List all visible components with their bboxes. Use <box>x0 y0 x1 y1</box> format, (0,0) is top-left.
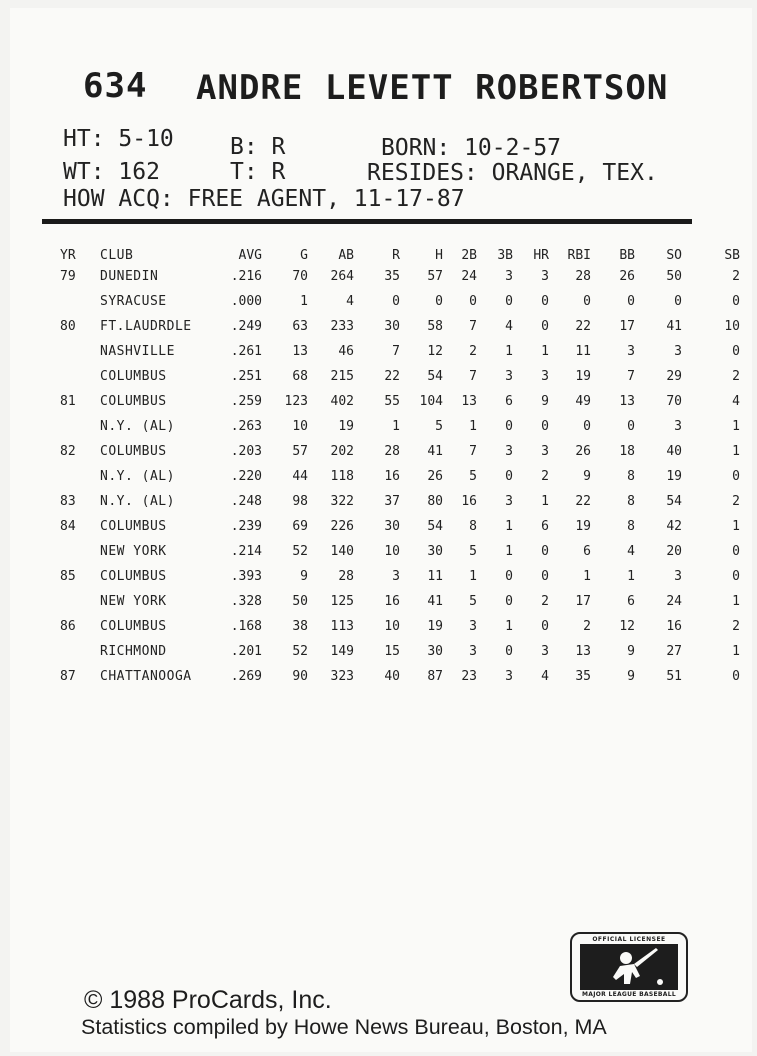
stats-cell-sb: 1 <box>732 594 740 609</box>
stats-cell-hr: 0 <box>541 544 549 559</box>
stats-cell-rbi: 0 <box>583 419 591 434</box>
stats-cell-r: 15 <box>384 644 400 659</box>
stats-cell-so: 50 <box>666 269 682 284</box>
stats-cell-bb: 13 <box>619 394 635 409</box>
stats-cell-hr: 4 <box>541 669 549 684</box>
stats-cell-2b: 23 <box>461 669 477 684</box>
stats-cell-ab: 46 <box>338 344 354 359</box>
stats-cell-rbi: 26 <box>575 444 591 459</box>
stats-cell-avg: .269 <box>230 669 262 684</box>
stats-cell-ab: 140 <box>330 544 354 559</box>
stats-row <box>60 639 740 664</box>
stats-header-yr: YR <box>60 247 76 263</box>
stats-cell-ab: 226 <box>330 519 354 534</box>
stats-cell-bb: 0 <box>627 419 635 434</box>
stats-cell-hr: 0 <box>541 419 549 434</box>
stats-cell-h: 41 <box>427 444 443 459</box>
stats-cell-2b: 1 <box>469 419 477 434</box>
stats-cell-3b: 0 <box>505 294 513 309</box>
stats-cell-bb: 6 <box>627 594 635 609</box>
stats-cell-yr: 82 <box>60 444 76 459</box>
stats-cell-sb: 1 <box>732 444 740 459</box>
stats-cell-g: 69 <box>292 519 308 534</box>
stats-cell-hr: 2 <box>541 594 549 609</box>
stats-cell-h: 87 <box>427 669 443 684</box>
stats-cell-r: 16 <box>384 594 400 609</box>
stats-cell-bb: 17 <box>619 319 635 334</box>
stats-cell-so: 70 <box>666 394 682 409</box>
stats-cell-2b: 16 <box>461 494 477 509</box>
stats-cell-rbi: 28 <box>575 269 591 284</box>
stats-cell-sb: 0 <box>732 569 740 584</box>
stats-cell-h: 54 <box>427 519 443 534</box>
stats-cell-g: 38 <box>292 619 308 634</box>
stats-cell-yr: 85 <box>60 569 76 584</box>
stats-cell-hr: 3 <box>541 269 549 284</box>
stats-cell-3b: 0 <box>505 594 513 609</box>
stats-cell-r: 28 <box>384 444 400 459</box>
bio-height: HT: 5-10 <box>63 126 174 152</box>
bio-throws: T: R <box>230 159 286 185</box>
stats-cell-2b: 3 <box>469 619 477 634</box>
stats-cell-h: 26 <box>427 469 443 484</box>
stats-cell-hr: 0 <box>541 319 549 334</box>
stats-cell-so: 24 <box>666 594 682 609</box>
stats-cell-ab: 233 <box>330 319 354 334</box>
stats-cell-3b: 4 <box>505 319 513 334</box>
stats-header-avg: AVG <box>238 247 262 263</box>
stats-cell-yr: 83 <box>60 494 76 509</box>
stats-cell-avg: .216 <box>230 269 262 284</box>
stats-cell-h: 11 <box>427 569 443 584</box>
mlb-licensee-logo <box>570 932 688 1002</box>
logo-bottom-text: MAJOR LEAGUE BASEBALL <box>581 991 676 998</box>
stats-cell-rbi: 11 <box>575 344 591 359</box>
logo-top-text: OFFICIAL LICENSEE <box>592 936 666 943</box>
stats-cell-bb: 4 <box>627 544 635 559</box>
card-number: 634 <box>83 66 148 106</box>
stats-row <box>60 464 740 489</box>
stats-cell-g: 52 <box>292 544 308 559</box>
stats-cell-hr: 3 <box>541 444 549 459</box>
stats-cell-bb: 9 <box>627 669 635 684</box>
stats-cell-avg: .251 <box>230 369 262 384</box>
stats-header-club: CLUB <box>100 247 134 263</box>
stats-cell-club: COLUMBUS <box>100 519 167 534</box>
stats-cell-g: 44 <box>292 469 308 484</box>
stats-cell-avg: .261 <box>230 344 262 359</box>
copyright-notice: © 1988 ProCards, Inc. <box>84 986 332 1014</box>
stats-row <box>60 389 740 414</box>
stats-header-2b: 2B <box>461 247 477 263</box>
stats-header-r: R <box>392 247 400 263</box>
stats-row <box>60 364 740 389</box>
stats-cell-r: 30 <box>384 519 400 534</box>
stats-cell-2b: 24 <box>461 269 477 284</box>
stats-cell-rbi: 49 <box>575 394 591 409</box>
stats-cell-ab: 113 <box>330 619 354 634</box>
stats-cell-yr <box>60 414 100 439</box>
stats-cell-sb: 10 <box>724 319 740 334</box>
stats-cell-2b: 5 <box>469 594 477 609</box>
stats-cell-ab: 215 <box>330 369 354 384</box>
stats-cell-rbi: 2 <box>583 619 591 634</box>
stats-cell-sb: 2 <box>732 369 740 384</box>
stats-cell-so: 0 <box>674 294 682 309</box>
stats-cell-2b: 5 <box>469 469 477 484</box>
stats-cell-2b: 8 <box>469 519 477 534</box>
stats-cell-r: 7 <box>392 344 400 359</box>
stats-cell-sb: 0 <box>732 669 740 684</box>
stats-cell-ab: 323 <box>330 669 354 684</box>
stats-cell-2b: 13 <box>461 394 477 409</box>
stats-cell-h: 5 <box>435 419 443 434</box>
stats-cell-g: 98 <box>292 494 308 509</box>
stats-cell-h: 0 <box>435 294 443 309</box>
stats-cell-bb: 3 <box>627 344 635 359</box>
stats-cell-2b: 5 <box>469 544 477 559</box>
stats-cell-h: 19 <box>427 619 443 634</box>
stats-cell-rbi: 19 <box>575 369 591 384</box>
stats-cell-g: 70 <box>292 269 308 284</box>
stats-cell-3b: 1 <box>505 544 513 559</box>
stats-cell-club: DUNEDIN <box>100 269 159 284</box>
stats-cell-club: N.Y. (AL) <box>100 494 175 509</box>
stats-cell-ab: 322 <box>330 494 354 509</box>
stats-cell-sb: 2 <box>732 269 740 284</box>
stats-cell-h: 80 <box>427 494 443 509</box>
stats-cell-hr: 0 <box>541 569 549 584</box>
stats-cell-ab: 4 <box>346 294 354 309</box>
stats-cell-avg: .214 <box>230 544 262 559</box>
stats-cell-sb: 0 <box>732 544 740 559</box>
stats-cell-club: SYRACUSE <box>100 294 167 309</box>
stats-cell-yr <box>60 339 100 364</box>
stats-cell-so: 3 <box>674 344 682 359</box>
stats-cell-yr <box>60 464 100 489</box>
stats-cell-3b: 0 <box>505 469 513 484</box>
stats-cell-ab: 28 <box>338 569 354 584</box>
stats-cell-ab: 264 <box>330 269 354 284</box>
stats-cell-g: 63 <box>292 319 308 334</box>
stats-cell-sb: 0 <box>732 469 740 484</box>
stats-cell-so: 29 <box>666 369 682 384</box>
stats-cell-so: 20 <box>666 544 682 559</box>
header-divider <box>42 219 692 224</box>
stats-row <box>60 339 740 364</box>
stats-cell-h: 58 <box>427 319 443 334</box>
stats-cell-2b: 7 <box>469 444 477 459</box>
stats-row <box>60 614 740 639</box>
stats-cell-so: 27 <box>666 644 682 659</box>
stats-cell-r: 22 <box>384 369 400 384</box>
stats-cell-avg: .248 <box>230 494 262 509</box>
stats-cell-bb: 1 <box>627 569 635 584</box>
stats-cell-g: 52 <box>292 644 308 659</box>
stats-cell-r: 10 <box>384 619 400 634</box>
stats-cell-h: 12 <box>427 344 443 359</box>
stats-cell-3b: 1 <box>505 619 513 634</box>
stats-cell-r: 30 <box>384 319 400 334</box>
stats-cell-r: 10 <box>384 544 400 559</box>
stats-cell-so: 3 <box>674 569 682 584</box>
stats-cell-r: 55 <box>384 394 400 409</box>
stats-cell-2b: 3 <box>469 644 477 659</box>
stats-cell-sb: 1 <box>732 419 740 434</box>
stats-cell-h: 54 <box>427 369 443 384</box>
stats-cell-yr: 81 <box>60 394 76 409</box>
stats-cell-club: NASHVILLE <box>100 344 175 359</box>
stats-cell-h: 30 <box>427 644 443 659</box>
stats-cell-hr: 1 <box>541 494 549 509</box>
stats-cell-rbi: 19 <box>575 519 591 534</box>
stats-cell-avg: .259 <box>230 394 262 409</box>
stats-cell-hr: 0 <box>541 619 549 634</box>
stats-cell-hr: 3 <box>541 369 549 384</box>
stats-cell-yr: 84 <box>60 519 76 534</box>
stats-cell-3b: 3 <box>505 669 513 684</box>
stats-row <box>60 289 740 314</box>
stats-cell-club: CHATTANOOGA <box>100 669 192 684</box>
stats-cell-so: 3 <box>674 419 682 434</box>
stats-cell-3b: 3 <box>505 444 513 459</box>
stats-cell-ab: 402 <box>330 394 354 409</box>
stats-cell-avg: .203 <box>230 444 262 459</box>
stats-header-hr: HR <box>533 247 549 263</box>
stats-cell-rbi: 22 <box>575 494 591 509</box>
stats-cell-avg: .000 <box>230 294 262 309</box>
stats-cell-r: 0 <box>392 294 400 309</box>
stats-cell-sb: 1 <box>732 644 740 659</box>
stats-cell-avg: .220 <box>230 469 262 484</box>
stats-row <box>60 314 740 339</box>
stats-cell-g: 13 <box>292 344 308 359</box>
stats-cell-so: 42 <box>666 519 682 534</box>
stats-row <box>60 439 740 464</box>
stats-cell-h: 30 <box>427 544 443 559</box>
stats-cell-3b: 0 <box>505 419 513 434</box>
stats-cell-bb: 12 <box>619 619 635 634</box>
stats-row <box>60 489 740 514</box>
stats-cell-avg: .239 <box>230 519 262 534</box>
stats-cell-3b: 6 <box>505 394 513 409</box>
stats-header-bb: BB <box>619 247 635 263</box>
stats-cell-hr: 3 <box>541 644 549 659</box>
stats-row <box>60 514 740 539</box>
stats-cell-g: 9 <box>300 569 308 584</box>
stats-cell-3b: 3 <box>505 369 513 384</box>
stats-row <box>60 589 740 614</box>
stats-cell-avg: .249 <box>230 319 262 334</box>
stats-cell-so: 19 <box>666 469 682 484</box>
stats-cell-ab: 149 <box>330 644 354 659</box>
stats-cell-so: 54 <box>666 494 682 509</box>
stats-cell-so: 16 <box>666 619 682 634</box>
stats-cell-bb: 18 <box>619 444 635 459</box>
stats-cell-ab: 19 <box>338 419 354 434</box>
stats-cell-so: 51 <box>666 669 682 684</box>
stats-cell-g: 10 <box>292 419 308 434</box>
stats-cell-sb: 0 <box>732 294 740 309</box>
stats-cell-yr: 79 <box>60 269 76 284</box>
stats-cell-yr <box>60 289 100 314</box>
stats-cell-g: 1 <box>300 294 308 309</box>
stats-cell-2b: 7 <box>469 319 477 334</box>
stats-cell-club: NEW YORK <box>100 594 167 609</box>
stats-cell-so: 40 <box>666 444 682 459</box>
stats-cell-2b: 0 <box>469 294 477 309</box>
bio-born: BORN: 10-2-57 <box>381 135 562 161</box>
stats-cell-2b: 1 <box>469 569 477 584</box>
stats-header-row <box>60 246 740 264</box>
stats-cell-bb: 26 <box>619 269 635 284</box>
stats-cell-hr: 1 <box>541 344 549 359</box>
stats-cell-avg: .201 <box>230 644 262 659</box>
stats-cell-club: COLUMBUS <box>100 619 167 634</box>
stats-cell-ab: 125 <box>330 594 354 609</box>
stats-cell-r: 35 <box>384 269 400 284</box>
stats-cell-h: 41 <box>427 594 443 609</box>
stats-cell-sb: 4 <box>732 394 740 409</box>
stats-cell-h: 104 <box>419 394 443 409</box>
stats-cell-bb: 8 <box>627 519 635 534</box>
stats-cell-rbi: 1 <box>583 569 591 584</box>
stats-cell-g: 57 <box>292 444 308 459</box>
stats-cell-yr <box>60 589 100 614</box>
stats-cell-rbi: 0 <box>583 294 591 309</box>
stats-cell-yr: 80 <box>60 319 76 334</box>
stats-cell-yr: 86 <box>60 619 76 634</box>
stats-header-so: SO <box>666 247 682 263</box>
bio-weight: WT: 162 <box>63 159 160 185</box>
stats-cell-r: 3 <box>392 569 400 584</box>
stats-cell-g: 68 <box>292 369 308 384</box>
career-stats-table <box>60 246 740 689</box>
stats-cell-r: 40 <box>384 669 400 684</box>
stats-cell-3b: 0 <box>505 644 513 659</box>
player-name: ANDRE LEVETT ROBERTSON <box>196 68 669 108</box>
bio-how-acquired: HOW ACQ: FREE AGENT, 11-17-87 <box>63 186 465 212</box>
stats-cell-sb: 0 <box>732 344 740 359</box>
stats-cell-hr: 6 <box>541 519 549 534</box>
stats-cell-club: COLUMBUS <box>100 569 167 584</box>
bio-bats: B: R <box>230 134 286 160</box>
stats-cell-avg: .328 <box>230 594 262 609</box>
stats-cell-club: COLUMBUS <box>100 369 167 384</box>
bio-resides: RESIDES: ORANGE, TEX. <box>367 160 658 186</box>
stats-cell-yr: 87 <box>60 669 76 684</box>
stats-cell-3b: 0 <box>505 569 513 584</box>
stats-header-h: H <box>435 247 443 263</box>
stats-cell-bb: 9 <box>627 644 635 659</box>
stats-cell-bb: 8 <box>627 494 635 509</box>
stats-header-ab: AB <box>338 247 354 263</box>
stats-cell-3b: 1 <box>505 519 513 534</box>
stats-cell-sb: 1 <box>732 519 740 534</box>
stats-cell-3b: 1 <box>505 344 513 359</box>
stats-cell-rbi: 22 <box>575 319 591 334</box>
stats-cell-r: 1 <box>392 419 400 434</box>
stats-header-3b: 3B <box>497 247 513 263</box>
stats-cell-g: 90 <box>292 669 308 684</box>
stats-cell-2b: 7 <box>469 369 477 384</box>
stats-cell-yr <box>60 539 100 564</box>
stats-cell-club: COLUMBUS <box>100 394 167 409</box>
stats-row <box>60 664 740 689</box>
stats-cell-yr <box>60 364 100 389</box>
stats-cell-g: 123 <box>284 394 308 409</box>
stats-cell-hr: 9 <box>541 394 549 409</box>
stats-row <box>60 564 740 589</box>
stats-cell-3b: 3 <box>505 494 513 509</box>
stats-cell-avg: .393 <box>230 569 262 584</box>
stats-cell-club: N.Y. (AL) <box>100 419 175 434</box>
stats-cell-rbi: 9 <box>583 469 591 484</box>
statistics-credit: Statistics compiled by Howe News Bureau, Boston, MA <box>81 1015 607 1039</box>
batter-silhouette-icon <box>580 944 678 990</box>
stats-cell-rbi: 17 <box>575 594 591 609</box>
stats-cell-hr: 0 <box>541 294 549 309</box>
stats-cell-bb: 8 <box>627 469 635 484</box>
stats-cell-h: 57 <box>427 269 443 284</box>
stats-cell-r: 16 <box>384 469 400 484</box>
stats-header-rbi: RBI <box>567 247 591 263</box>
stats-cell-avg: .168 <box>230 619 262 634</box>
stats-cell-rbi: 13 <box>575 644 591 659</box>
stats-cell-yr <box>60 639 100 664</box>
stats-cell-club: NEW YORK <box>100 544 167 559</box>
stats-cell-bb: 7 <box>627 369 635 384</box>
stats-header-g: G <box>300 247 308 263</box>
stats-cell-rbi: 35 <box>575 669 591 684</box>
stats-cell-club: COLUMBUS <box>100 444 167 459</box>
stats-cell-ab: 118 <box>330 469 354 484</box>
stats-cell-bb: 0 <box>627 294 635 309</box>
stats-row <box>60 264 740 289</box>
stats-cell-2b: 2 <box>469 344 477 359</box>
stats-cell-hr: 2 <box>541 469 549 484</box>
stats-cell-club: RICHMOND <box>100 644 167 659</box>
stats-header-sb: SB <box>724 247 740 263</box>
stats-cell-r: 37 <box>384 494 400 509</box>
stats-cell-so: 41 <box>666 319 682 334</box>
stats-row <box>60 539 740 564</box>
stats-cell-sb: 2 <box>732 619 740 634</box>
stats-row <box>60 414 740 439</box>
stats-cell-sb: 2 <box>732 494 740 509</box>
stats-cell-avg: .263 <box>230 419 262 434</box>
stats-cell-ab: 202 <box>330 444 354 459</box>
stats-cell-club: N.Y. (AL) <box>100 469 175 484</box>
stats-cell-g: 50 <box>292 594 308 609</box>
stats-cell-rbi: 6 <box>583 544 591 559</box>
stats-cell-3b: 3 <box>505 269 513 284</box>
stats-cell-club: FT.LAUDRDLE <box>100 319 192 334</box>
